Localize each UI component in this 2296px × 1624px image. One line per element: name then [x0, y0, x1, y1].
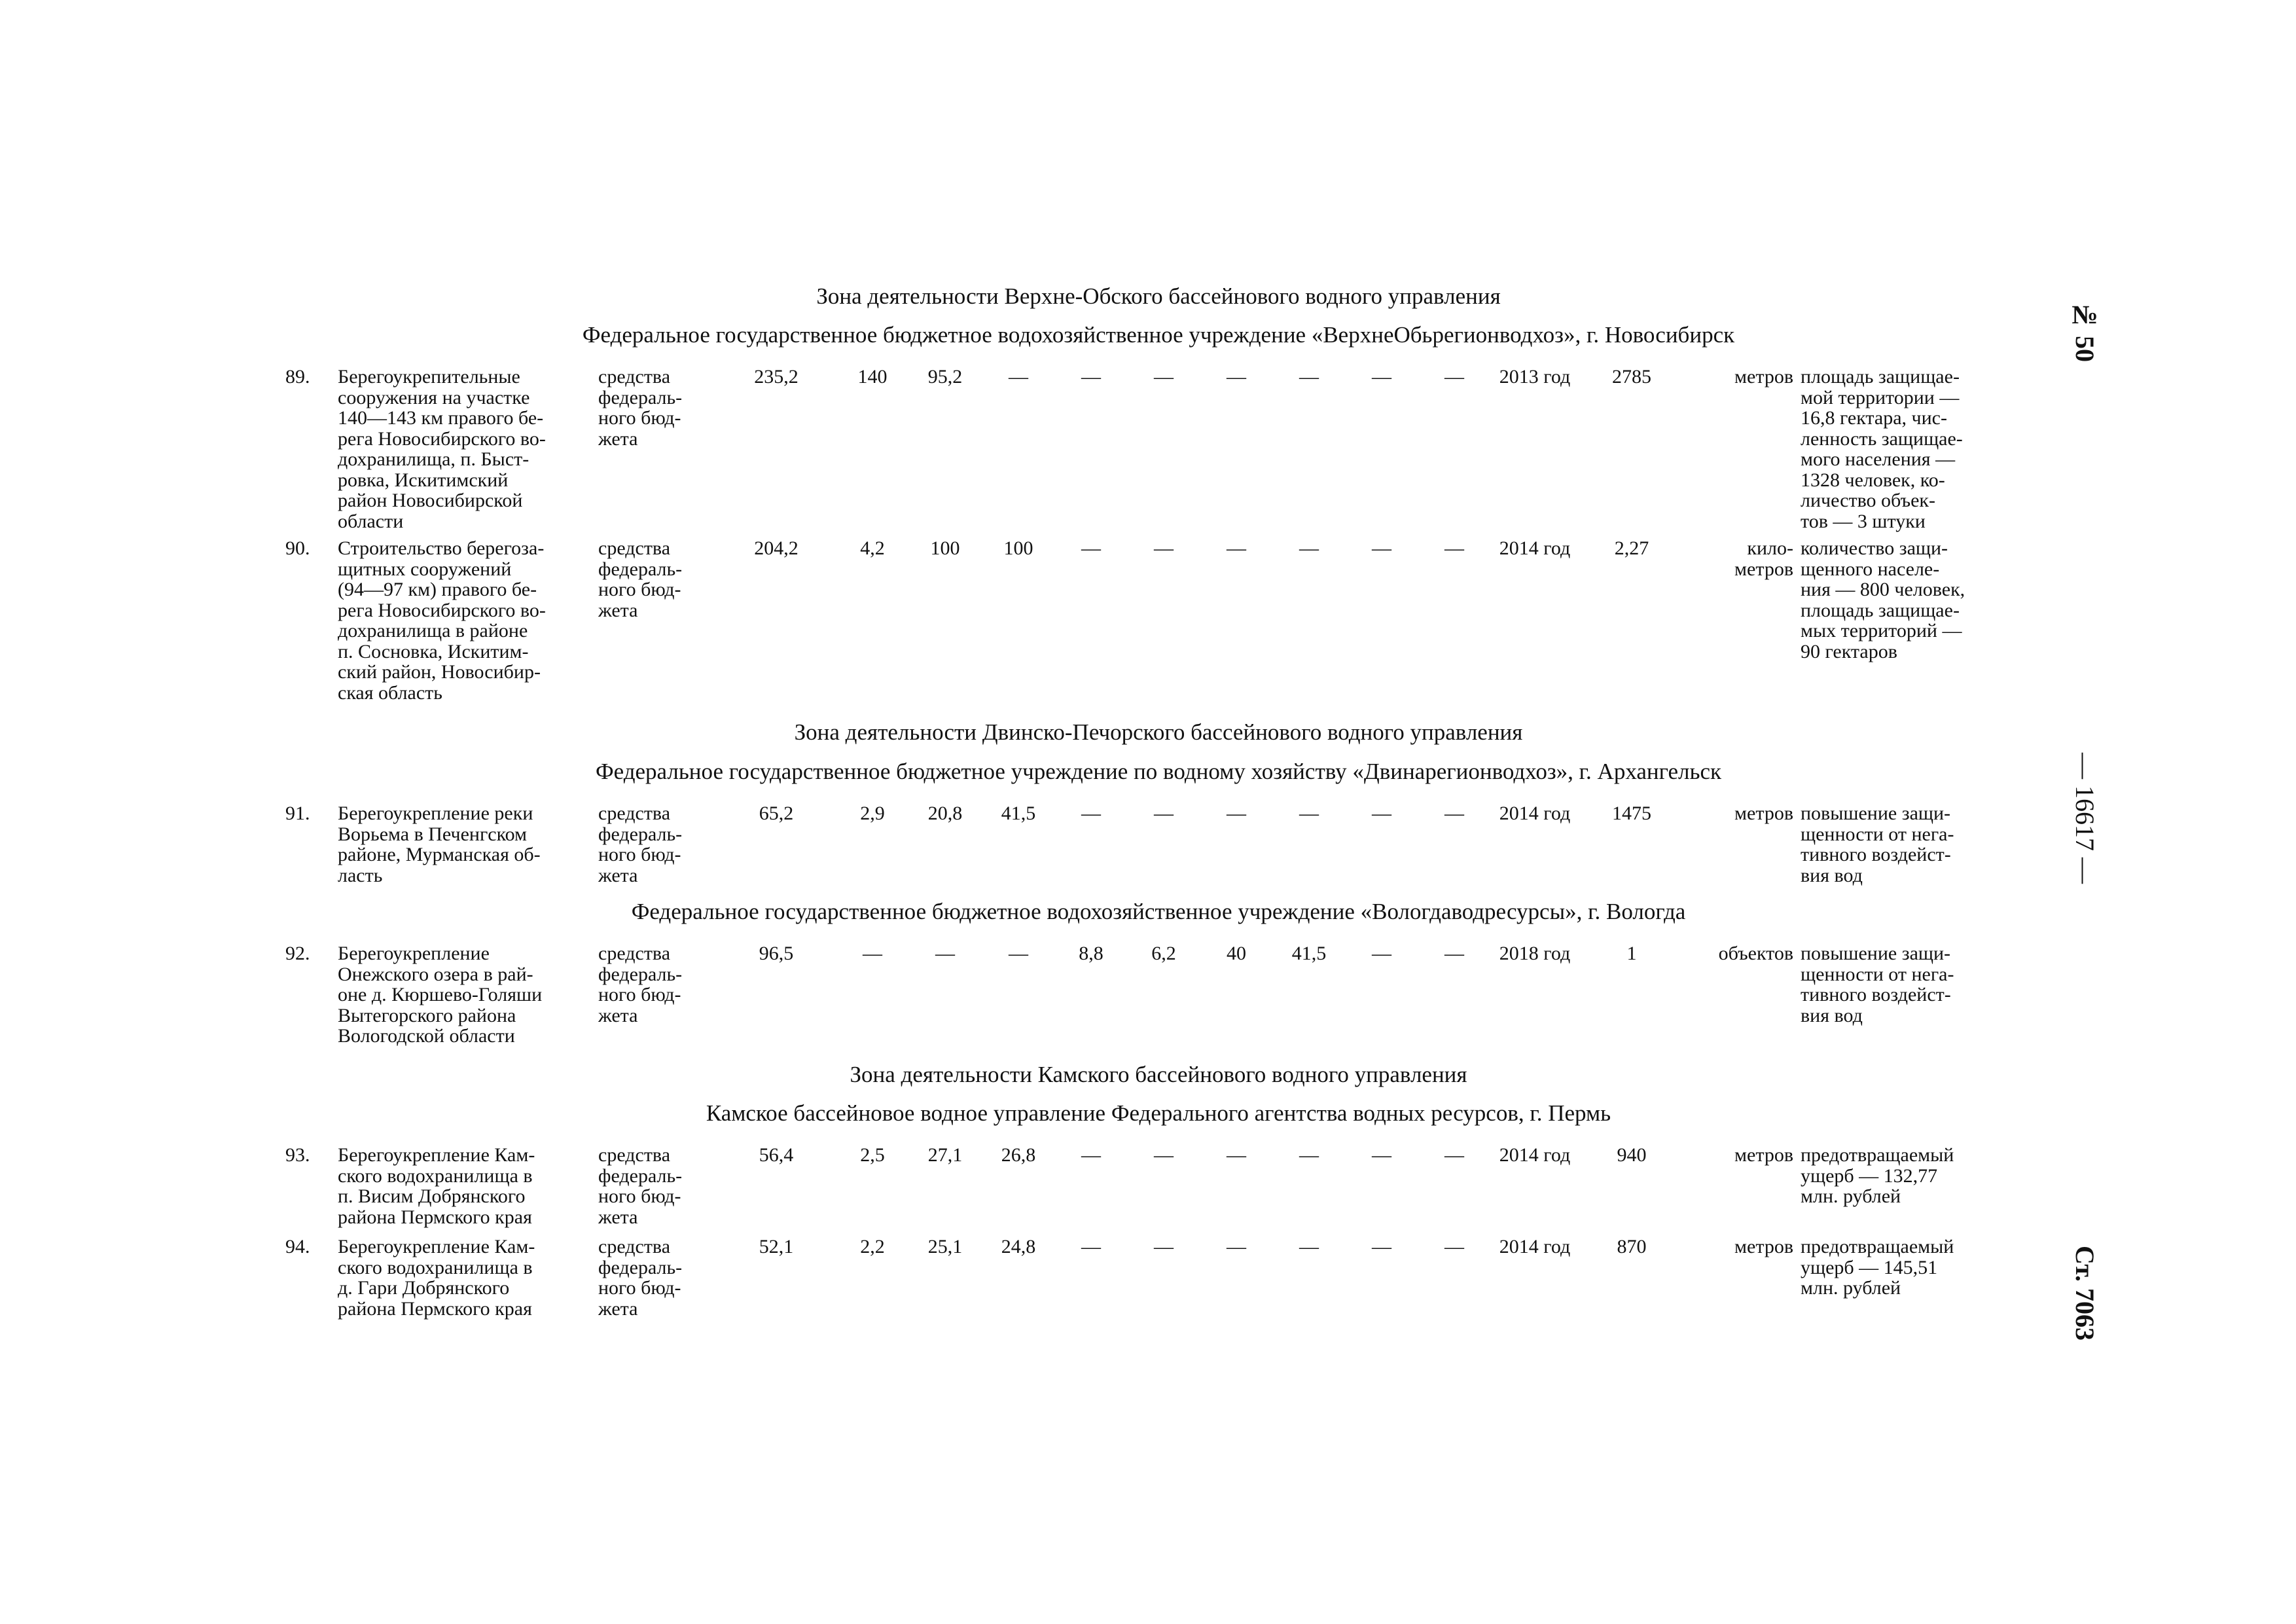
agency-heading: Федеральное государственное бюджетное водохозяйственное учреждение «Вологдаводресурсы», г. Вологда [631, 899, 1686, 924]
funding-source [598, 1145, 715, 1227]
value-col: — [1299, 1236, 1319, 1257]
text-line: метров [1734, 558, 1793, 580]
expected-result [1801, 803, 2003, 886]
text-line: повышение защи- [1801, 943, 1951, 964]
text-line: метров [1734, 803, 1793, 824]
text-line: ского водохранилища в [338, 1256, 533, 1278]
text-line: ного бюд- [598, 1277, 681, 1299]
text-line: ущерб — 145,51 [1801, 1256, 1938, 1278]
text-line: ского водохранилища в [338, 1164, 533, 1187]
row-number: 92. [285, 943, 310, 964]
value-col: 25,1 [927, 1236, 963, 1257]
capacity-quantity: 940 [1617, 1144, 1647, 1166]
text-line: тивного воздейст- [1801, 844, 1951, 865]
value-total: 235,2 [754, 366, 798, 388]
object-name [338, 943, 581, 1047]
text-line: жета [598, 1206, 638, 1228]
text-line: Онежского озера в рай- [338, 963, 533, 985]
completion-year: 2018 год [1499, 943, 1571, 964]
value-col: — [1444, 803, 1464, 824]
object-name [338, 803, 581, 886]
zone-heading: Зона деятельности Верхне-Обского бассейнового водного управления [816, 283, 1501, 309]
object-name [338, 367, 581, 532]
text-line: оне д. Кюршево-Голяши [338, 984, 543, 1005]
text-line: дохранилища, п. Быст- [338, 448, 529, 470]
value-col: — [1081, 366, 1101, 388]
text-line: жета [598, 1297, 638, 1320]
value-col: — [1372, 366, 1391, 388]
text-line: вия вод [1801, 1004, 1863, 1026]
value-col: 95,2 [927, 366, 963, 388]
completion-year: 2013 год [1499, 366, 1571, 388]
value-col: — [1154, 1144, 1174, 1166]
page-number: — 16617 — [2070, 753, 2100, 884]
text-line: кило- [1747, 537, 1793, 559]
text-line: Вологодской области [338, 1025, 515, 1047]
text-line: объектов [1718, 943, 1793, 964]
text-line: щенности от нега- [1801, 963, 1954, 985]
value-col: — [1154, 537, 1174, 559]
text-line: п. Сосновка, Искитим- [338, 640, 529, 662]
text-line: ного бюд- [598, 1185, 681, 1207]
text-line: сооружения на участке [338, 386, 530, 408]
value-col: — [1299, 537, 1319, 559]
text-line: предотвращаемый [1801, 1236, 1954, 1257]
value-col: — [863, 943, 882, 964]
agency-heading: Федеральное государственное бюджетное водохозяйственное учреждение «ВерхнеОбьрегионводхоз», г. Новосибирск [582, 322, 1735, 348]
value-col: — [1372, 1236, 1391, 1257]
funding-source [598, 538, 715, 621]
completion-year: 2014 год [1499, 803, 1571, 824]
text-line: районе, Мурманская об- [338, 844, 541, 865]
text-line: района Пермского края [338, 1206, 532, 1228]
text-line: федераль- [598, 1164, 683, 1187]
text-line: ния — 800 человек, [1801, 579, 1965, 600]
value-col: — [1009, 943, 1028, 964]
value-total: 52,1 [759, 1236, 794, 1257]
text-line: ровка, Искитимский [338, 469, 509, 491]
text-line: средства [598, 1236, 671, 1257]
value-col: — [1444, 1236, 1464, 1257]
agency-heading: Федеральное государственное бюджетное учреждение по водному хозяйству «Двинарегионводхоз», г. Архангельск [595, 759, 1722, 784]
capacity-quantity: 2,27 [1614, 537, 1649, 559]
value-col: 41,5 [1001, 803, 1036, 824]
text-line: количество защи- [1801, 537, 1948, 559]
text-line: жета [598, 599, 638, 621]
text-line: район Новосибирской [338, 490, 523, 511]
value-col: 6,2 [1151, 943, 1176, 964]
value-col: — [1299, 366, 1319, 388]
text-line: Берегоукрепление Кам- [338, 1144, 535, 1166]
text-line: ский район, Новосибир- [338, 661, 541, 683]
value-col: — [1227, 1144, 1246, 1166]
value-col: — [1009, 366, 1028, 388]
article-number: Ст. 7063 [2070, 1245, 2100, 1341]
expected-result [1801, 1145, 2003, 1207]
text-line: федераль- [598, 1256, 683, 1278]
capacity-quantity: 870 [1617, 1236, 1647, 1257]
text-line: федераль- [598, 386, 683, 408]
value-col: — [1227, 537, 1246, 559]
completion-year: 2014 год [1499, 1144, 1571, 1166]
completion-year: 2014 год [1499, 1236, 1571, 1257]
value-col: 40 [1227, 943, 1246, 964]
text-line: площадь защищае- [1801, 599, 1960, 621]
capacity-quantity: 1475 [1612, 803, 1651, 824]
value-col: — [1081, 537, 1101, 559]
text-line: площадь защищае- [1801, 366, 1960, 388]
funding-source [598, 803, 715, 886]
text-line: Берегоукрепление Кам- [338, 1236, 535, 1257]
object-name [338, 1145, 581, 1227]
value-col: — [1299, 803, 1319, 824]
capacity-quantity: 1 [1626, 943, 1637, 964]
value-total: 65,2 [759, 803, 794, 824]
value-col: 4,2 [860, 537, 885, 559]
value-col: — [1372, 943, 1391, 964]
text-line: жета [598, 427, 638, 450]
object-name [338, 538, 581, 703]
text-line: млн. рублей [1801, 1185, 1901, 1207]
text-line: средства [598, 1144, 671, 1166]
text-line: 140—143 км правого бе- [338, 407, 544, 429]
text-line: ущерб — 132,77 [1801, 1164, 1938, 1187]
value-col: 100 [1003, 537, 1033, 559]
text-line: федераль- [598, 558, 683, 580]
funding-source [598, 367, 715, 449]
capacity-quantity: 2785 [1612, 366, 1651, 388]
value-col: 41,5 [1291, 943, 1327, 964]
text-line: жета [598, 864, 638, 886]
object-name [338, 1236, 581, 1319]
value-col: — [1081, 1144, 1101, 1166]
capacity-unit [1676, 943, 1793, 964]
text-line: Ворьема в Печенгском [338, 823, 528, 845]
text-line: ская область [338, 681, 442, 704]
row-number: 94. [285, 1236, 310, 1257]
value-col: — [1444, 943, 1464, 964]
funding-source [598, 943, 715, 1026]
text-line: метров [1734, 366, 1793, 388]
value-col: — [1444, 537, 1464, 559]
text-line: мого населения — [1801, 448, 1956, 470]
value-col: — [1372, 1144, 1391, 1166]
text-line: д. Гари Добрянского [338, 1277, 510, 1299]
value-col: 27,1 [927, 1144, 963, 1166]
text-line: 1328 человек, ко- [1801, 469, 1945, 491]
text-line: предотвращаемый [1801, 1144, 1954, 1166]
text-line: федераль- [598, 823, 683, 845]
text-line: рега Новосибирского во- [338, 427, 546, 450]
text-line: ного бюд- [598, 579, 681, 600]
text-line: средства [598, 803, 671, 824]
text-line: п. Висим Добрянского [338, 1185, 526, 1207]
value-col: — [1227, 803, 1246, 824]
zone-heading: Зона деятельности Камского бассейнового водного управления [850, 1062, 1467, 1087]
text-line: тивного воздейст- [1801, 984, 1951, 1005]
value-col: — [1372, 537, 1391, 559]
text-line: Берегоукрепление [338, 943, 490, 964]
row-number: 91. [285, 803, 310, 824]
text-line: дохранилища в районе [338, 620, 528, 641]
text-line: района Пермского края [338, 1297, 532, 1320]
value-col: 140 [857, 366, 888, 388]
value-col: — [1154, 803, 1174, 824]
value-col: — [1299, 1144, 1319, 1166]
capacity-unit [1676, 538, 1793, 579]
funding-source [598, 1236, 715, 1319]
value-col: — [1444, 366, 1464, 388]
text-line: Берегоукрепление реки [338, 803, 533, 824]
row-number: 90. [285, 537, 310, 559]
expected-result [1801, 367, 2003, 532]
value-col: — [935, 943, 955, 964]
text-line: щенного населе- [1801, 558, 1940, 580]
value-total: 56,4 [759, 1144, 794, 1166]
text-line: Строительство берегоза- [338, 537, 545, 559]
value-col: 24,8 [1001, 1236, 1036, 1257]
text-line: средства [598, 943, 671, 964]
text-line: повышение защи- [1801, 803, 1951, 824]
text-line: ласть [338, 864, 383, 886]
text-line: (94—97 км) правого бе- [338, 579, 537, 600]
text-line: мой территории — [1801, 386, 1960, 408]
text-line: средства [598, 366, 671, 388]
text-line: щенности от нега- [1801, 823, 1954, 845]
text-line: 16,8 гектара, чис- [1801, 407, 1947, 429]
text-line: 90 гектаров [1801, 640, 1897, 662]
text-line: Берегоукрепительные [338, 366, 520, 388]
capacity-unit [1676, 803, 1793, 824]
expected-result [1801, 943, 2003, 1026]
value-col: — [1081, 803, 1101, 824]
value-col: 2,9 [860, 803, 885, 824]
value-col: 100 [930, 537, 960, 559]
text-line: вия вод [1801, 864, 1863, 886]
value-col: — [1444, 1144, 1464, 1166]
value-col: 2,2 [860, 1236, 885, 1257]
expected-result [1801, 538, 2003, 662]
value-col: 2,5 [860, 1144, 885, 1166]
completion-year: 2014 год [1499, 537, 1571, 559]
zone-heading: Зона деятельности Двинско-Печорского бассейнового водного управления [794, 719, 1523, 745]
value-total: 204,2 [754, 537, 798, 559]
text-line: личество объек- [1801, 490, 1935, 511]
value-col: — [1081, 1236, 1101, 1257]
value-col: 26,8 [1001, 1144, 1036, 1166]
text-line: тов — 3 штуки [1801, 510, 1926, 532]
agency-heading: Камское бассейновое водное управление Федерального агентства водных ресурсов, г. Пермь [706, 1100, 1611, 1126]
text-line: метров [1734, 1144, 1793, 1166]
value-total: 96,5 [759, 943, 794, 964]
text-line: ного бюд- [598, 984, 681, 1005]
text-line: щитных сооружений [338, 558, 512, 580]
text-line: ленность защищае- [1801, 427, 1963, 450]
text-line: жета [598, 1004, 638, 1026]
value-col: — [1154, 366, 1174, 388]
capacity-unit [1676, 367, 1793, 388]
text-line: федераль- [598, 963, 683, 985]
text-line: области [338, 510, 404, 532]
text-line: рега Новосибирского во- [338, 599, 546, 621]
issue-number: № 50 [2070, 299, 2100, 362]
value-col: 8,8 [1079, 943, 1103, 964]
capacity-unit [1676, 1236, 1793, 1257]
capacity-unit [1676, 1145, 1793, 1166]
text-line: мых территорий — [1801, 620, 1962, 641]
value-col: 20,8 [927, 803, 963, 824]
value-col: — [1154, 1236, 1174, 1257]
value-col: — [1227, 1236, 1246, 1257]
text-line: метров [1734, 1236, 1793, 1257]
value-col: — [1372, 803, 1391, 824]
text-line: ного бюд- [598, 407, 681, 429]
value-col: — [1227, 366, 1246, 388]
expected-result [1801, 1236, 2003, 1299]
text-line: ного бюд- [598, 844, 681, 865]
row-number: 89. [285, 366, 310, 388]
row-number: 93. [285, 1144, 310, 1166]
text-line: Вытегорского района [338, 1004, 516, 1026]
text-line: средства [598, 537, 671, 559]
text-line: млн. рублей [1801, 1277, 1901, 1299]
